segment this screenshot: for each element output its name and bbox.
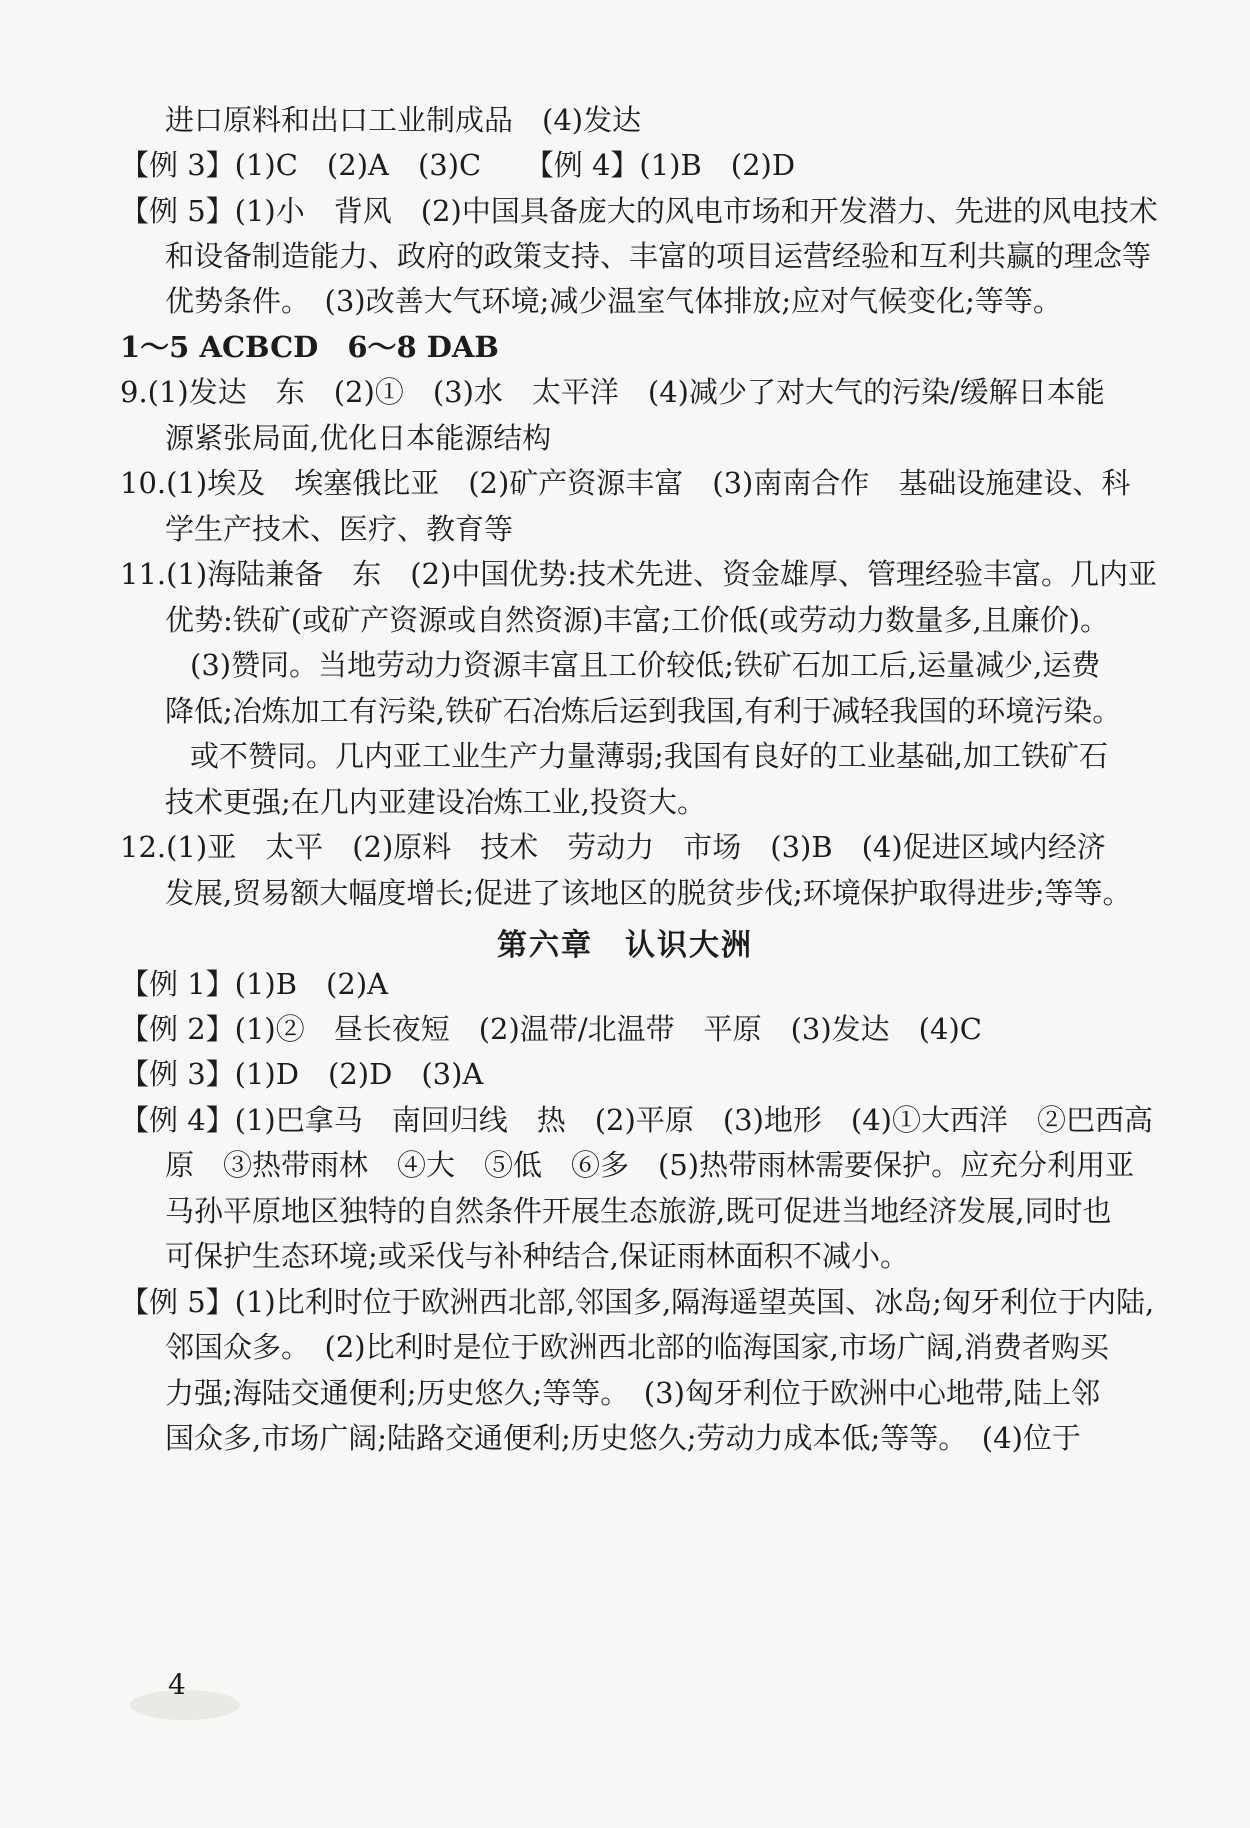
text-line: 源紧张局面,优化日本能源结构	[165, 421, 552, 455]
text-line: 邻国众多。 (2)比利时是位于欧洲西北部的临海国家,市场广阔,消费者购买	[165, 1330, 1110, 1364]
text-line: 1～5 ACBCD 6～8 DAB	[120, 330, 499, 364]
text-line: 【例 3】(1)C (2)A (3)C 【例 4】(1)B (2)D	[120, 148, 796, 182]
text-line: 马孙平原地区独特的自然条件开展生态旅游,既可促进当地经济发展,同时也	[165, 1194, 1112, 1228]
text-line: 学生产技术、医疗、教育等	[165, 512, 514, 546]
text-line: 优势条件。 (3)改善大气环境;减少温室气体排放;应对气候变化;等等。	[165, 284, 1062, 318]
text-line: 【例 2】(1)② 昼长夜短 (2)温带/北温带 平原 (3)发达 (4)C	[120, 1012, 982, 1046]
text-line: 国众多,市场广阔;陆路交通便利;历史悠久;劳动力成本低;等等。 (4)位于	[165, 1421, 1081, 1455]
text-line: 降低;冶炼加工有污染,铁矿石冶炼后运到我国,有利于减轻我国的环境污染。	[165, 694, 1122, 728]
text-line: 9.(1)发达 东 (2)① (3)水 太平洋 (4)减少了对大气的污染/缓解日本能	[120, 375, 1105, 409]
text-line: 和设备制造能力、政府的政策支持、丰富的项目运营经验和互利共赢的理念等	[165, 239, 1152, 273]
text-line: 或不赞同。几内亚工业生产力量薄弱;我国有良好的工业基础,加工铁矿石	[190, 739, 1108, 773]
text-line: 优势:铁矿(或矿产资源或自然资源)丰富;工价低(或劳动力数量多,且廉价)。	[165, 603, 1110, 637]
text-line: 进口原料和出口工业制成品 (4)发达	[165, 103, 642, 137]
text-line: 10.(1)埃及 埃塞俄比亚 (2)矿产资源丰富 (3)南南合作 基础设施建设、科	[120, 466, 1131, 500]
text-line: 【例 5】(1)小 背风 (2)中国具备庞大的风电市场和开发潜力、先进的风电技术	[120, 194, 1158, 228]
text-line: 11.(1)海陆兼备 东 (2)中国优势:技术先进、资金雄厚、管理经验丰富。几内亚	[120, 557, 1158, 591]
text-line: (3)赞同。当地劳动力资源丰富且工价较低;铁矿石加工后,运量减少,运费	[190, 648, 1101, 682]
page-number: 4	[168, 1668, 186, 1701]
text-line: 技术更强;在几内亚建设冶炼工业,投资大。	[165, 785, 706, 819]
text-line: 原 ③热带雨林 ④大 ⑤低 ⑥多 (5)热带雨林需要保护。应充分利用亚	[165, 1148, 1135, 1182]
text-line: 【例 4】(1)巴拿马 南回归线 热 (2)平原 (3)地形 (4)①大西洋 ②巴西高	[120, 1103, 1153, 1137]
text-line: 【例 5】(1)比利时位于欧洲西北部,邻国多,隔海遥望英国、冰岛;匈牙利位于内陆,	[120, 1285, 1155, 1319]
text-line: 发展,贸易额大幅度增长;促进了该地区的脱贫步伐;环境保护取得进步;等等。	[165, 876, 1132, 910]
chapter-heading: 第六章 认识大洲	[497, 928, 753, 963]
text-line: 可保护生态环境;或采伐与补种结合,保证雨林面积不减小。	[165, 1239, 909, 1273]
text-line: 12.(1)亚 太平 (2)原料 技术 劳动力 市场 (3)B (4)促进区域内经济	[120, 830, 1106, 864]
text-line: 力强;海陆交通便利;历史悠久;等等。 (3)匈牙利位于欧洲中心地带,陆上邻	[165, 1376, 1101, 1410]
text-line: 【例 1】(1)B (2)A	[120, 967, 389, 1001]
text-line: 【例 3】(1)D (2)D (3)A	[120, 1057, 484, 1091]
